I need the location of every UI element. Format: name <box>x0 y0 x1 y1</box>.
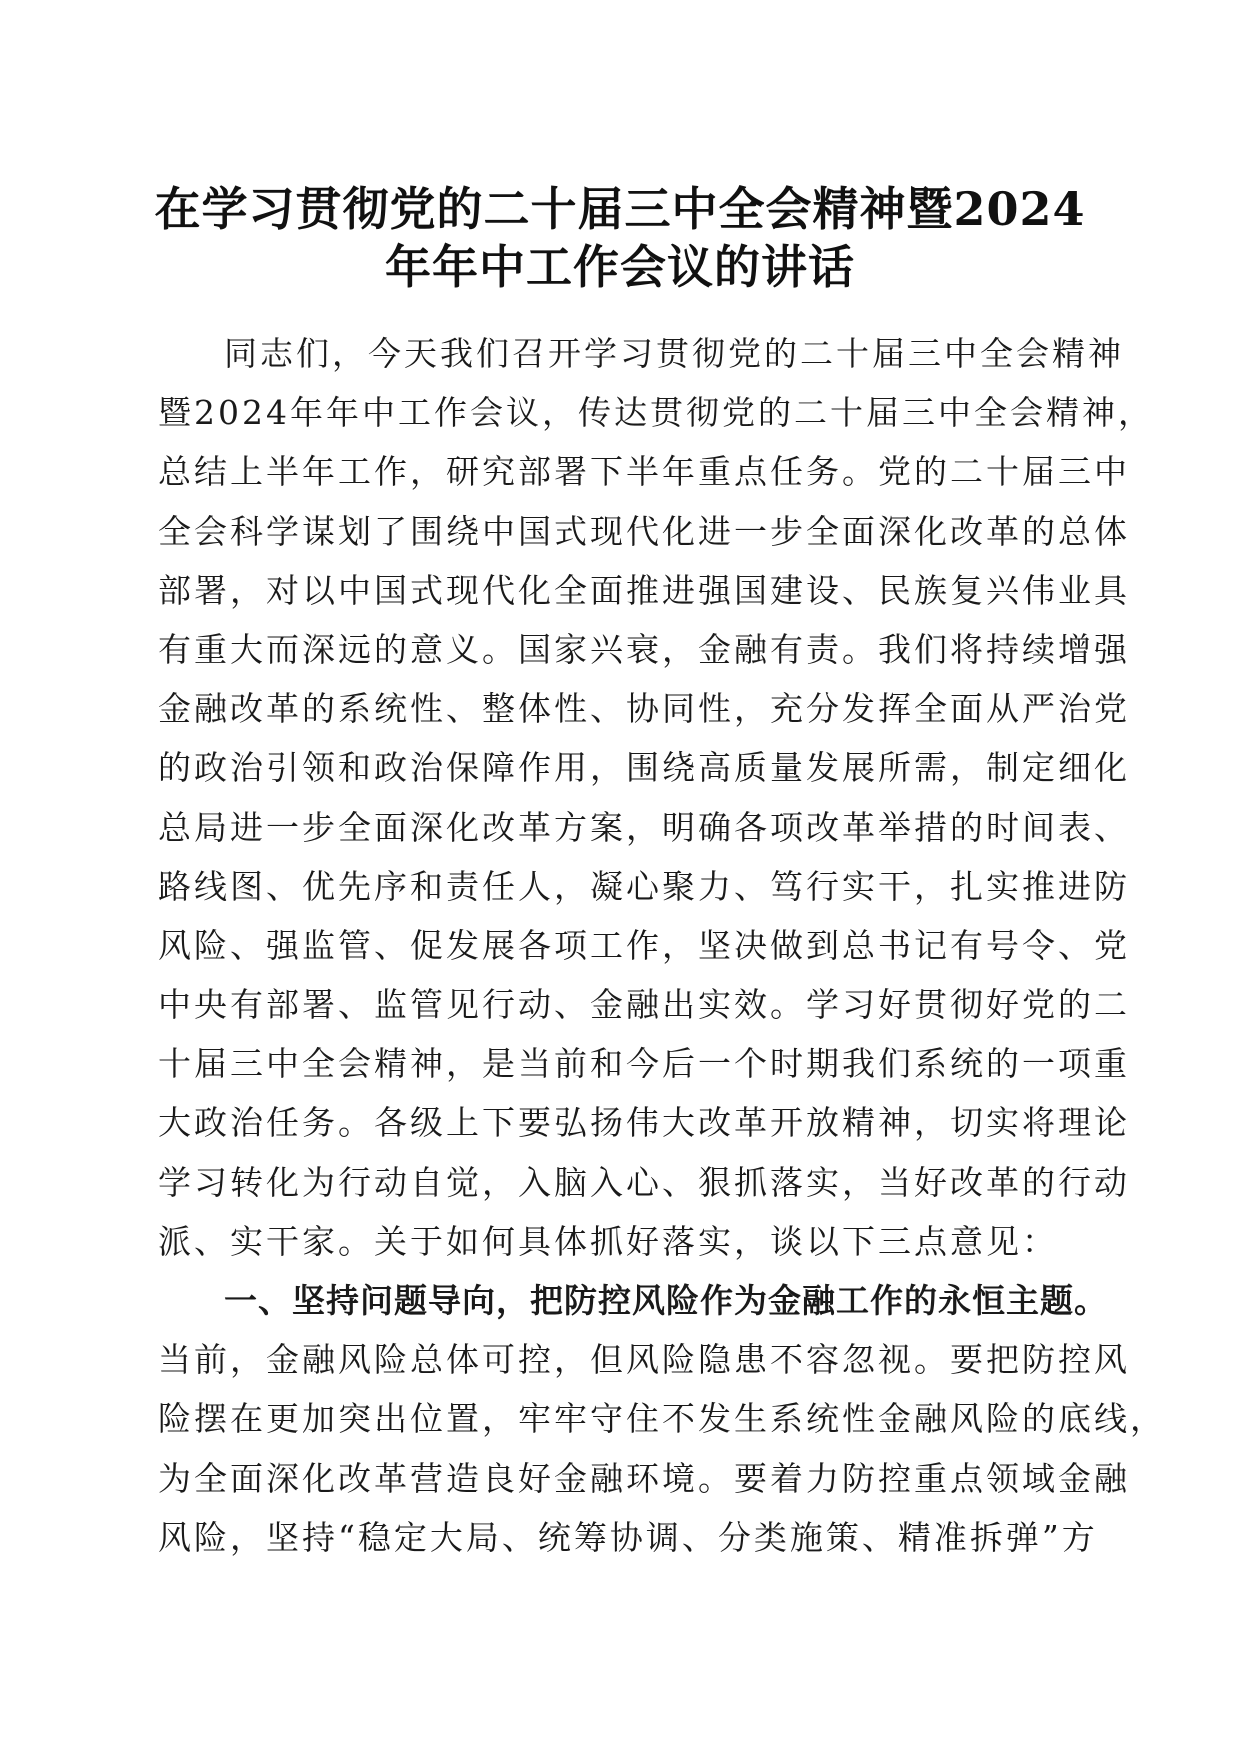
document-body <box>158 324 1166 1567</box>
paragraph-line: 派、实干家。关于如何具体抓好落实，谈以下三点意见： <box>158 1221 1058 1261</box>
paragraph-line: 当前，金融风险总体可控，但风险隐患不容忽视。要把防控风 <box>158 1340 1130 1380</box>
paragraph-line: 部署，对以中国式现代化全面推进强国建设、民族复兴伟业具 <box>158 570 1130 610</box>
paragraph-line: 为全面深化改革营造良好金融环境。要着力防控重点领域金融 <box>158 1458 1130 1498</box>
paragraph-line: 金融改革的系统性、整体性、协同性，充分发挥全面从严治党 <box>158 689 1130 729</box>
title-line: 年年中工作会议的讲话 <box>385 240 855 294</box>
paragraph-line: 暨2024年年中工作会议，传达贯彻党的二十届三中全会精神， <box>158 393 1154 433</box>
paragraph-line: 学习转化为行动自觉，入脑入心、狠抓落实，当好改革的行动 <box>158 1162 1130 1202</box>
section-1-heading: 一、坚持问题导向，把防控风险作为金融工作的永恒主题。 <box>224 1281 1108 1320</box>
paragraph-line: 总结上半年工作，研究部署下半年重点任务。党的二十届三中 <box>158 452 1130 492</box>
title-line: 在学习贯彻党的二十届三中全会精神暨2024 <box>154 182 1086 236</box>
paragraph-line: 风险，坚持“稳定大局、统筹协调、分类施策、精准拆弹”方 <box>158 1517 1098 1557</box>
paragraph-line: 十届三中全会精神，是当前和今后一个时期我们系统的一项重 <box>158 1044 1130 1084</box>
document-title <box>150 180 1090 296</box>
paragraph-line: 风险、强监管、促发展各项工作，坚决做到总书记有号令、党 <box>158 925 1130 965</box>
paragraph-line: 总局进一步全面深化改革方案，明确各项改革举措的时间表、 <box>158 807 1130 847</box>
paragraph-line: 同志们，今天我们召开学习贯彻党的二十届三中全会精神 <box>224 334 1124 373</box>
paragraph-line: 路线图、优先序和责任人，凝心聚力、笃行实干，扎实推进防 <box>158 866 1130 906</box>
section-heading <box>158 1271 1108 1330</box>
paragraph-line: 全会科学谋划了围绕中国式现代化进一步全面深化改革的总体 <box>158 511 1130 551</box>
paragraph-line: 的政治引领和政治保障作用，围绕高质量发展所需，制定细化 <box>158 748 1130 788</box>
paragraph-line: 中央有部署、监管见行动、金融出实效。学习好贯彻好党的二 <box>158 985 1130 1025</box>
paragraph-line: 有重大而深远的意义。国家兴衰，金融有责。我们将持续增强 <box>158 629 1130 669</box>
paragraph-line: 险摆在更加突出位置，牢牢守住不发生系统性金融风险的底线， <box>158 1399 1166 1439</box>
paragraph-line: 大政治任务。各级上下要弘扬伟大改革开放精神，切实将理论 <box>158 1103 1130 1143</box>
